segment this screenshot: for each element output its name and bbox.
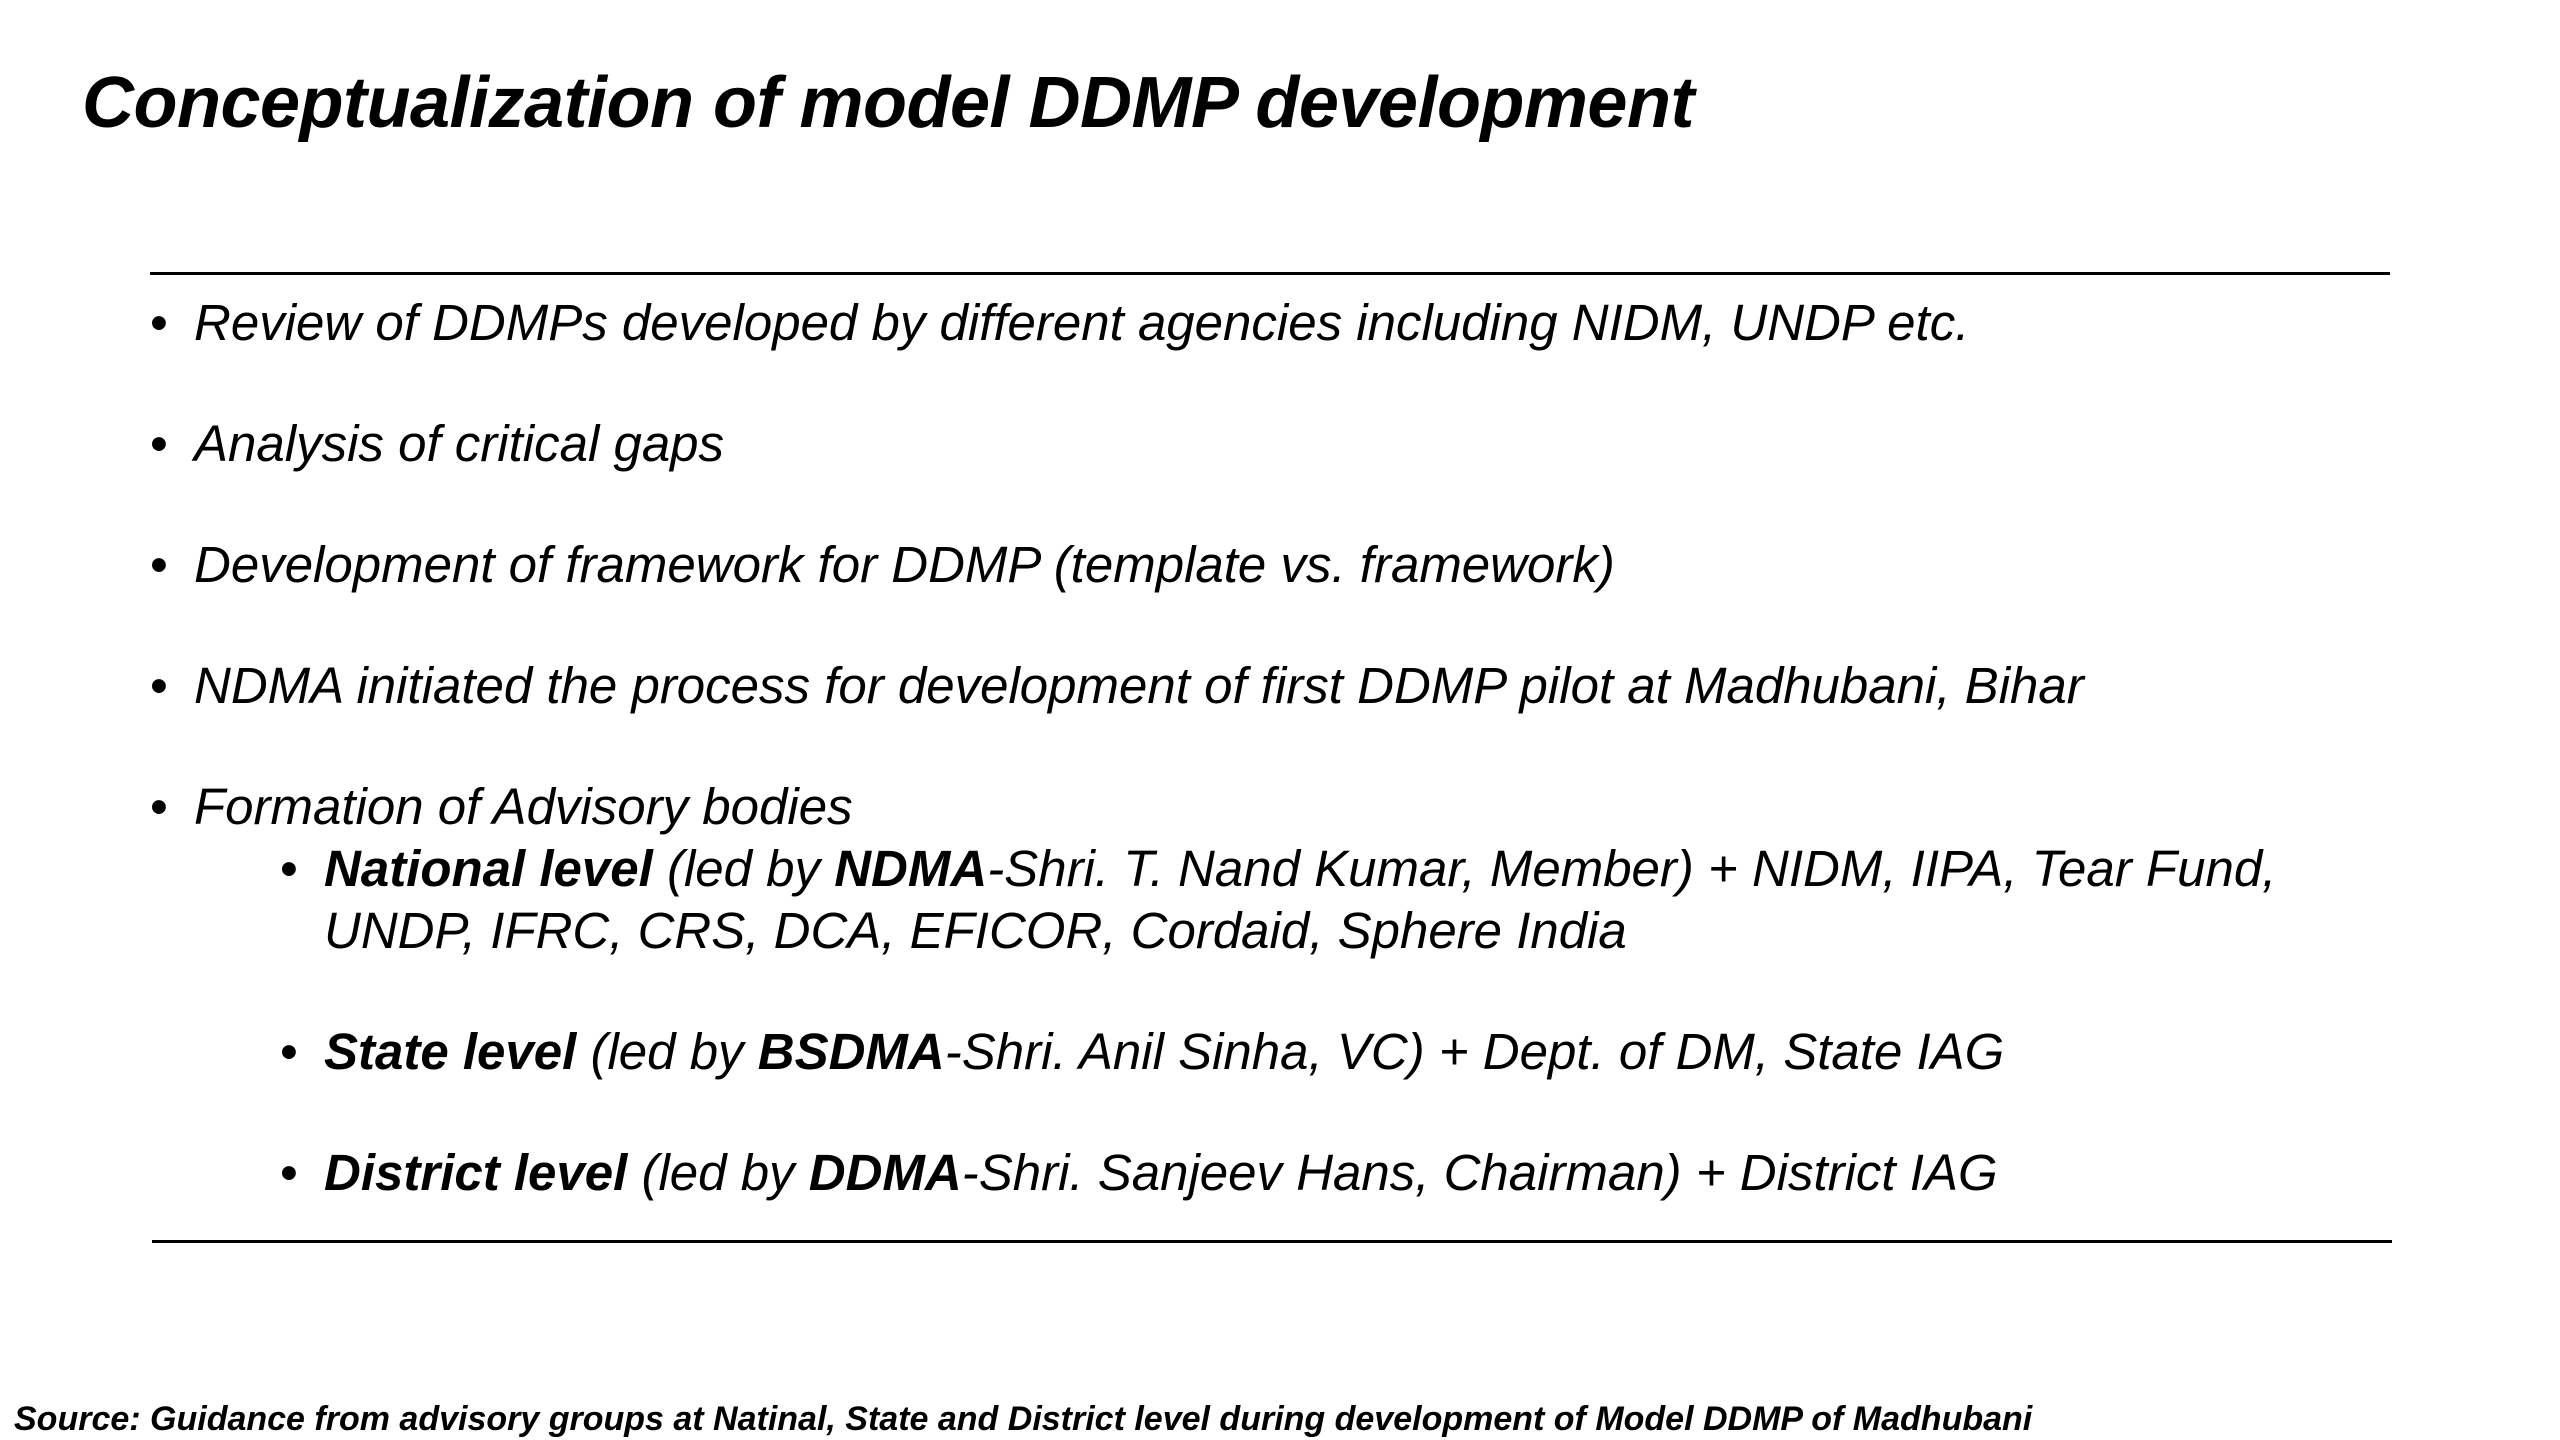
advisory-detail: -Shri. Anil Sinha, VC) + Dept. of DM, State IAG — [944, 1023, 2005, 1080]
advisory-sub-list — [194, 838, 2410, 1204]
slide-title: Conceptualization of model DDMP development — [82, 63, 1694, 143]
bullet-icon: • — [280, 1023, 298, 1080]
bottom-divider — [152, 1240, 2392, 1243]
bullet-text: Formation of Advisory bodies — [194, 778, 853, 835]
bullet-ndma-pilot — [150, 655, 2410, 717]
bullet-text: NDMA initiated the process for development of first DDMP pilot at Madhubani, Bihar — [194, 657, 2084, 714]
level-label: State level — [324, 1023, 577, 1080]
bullet-icon: • — [150, 778, 168, 835]
bullet-icon: • — [280, 840, 298, 897]
bullet-advisory-bodies — [150, 776, 2410, 1204]
led-by-text: (led by — [627, 1144, 809, 1201]
bullet-text: Analysis of critical gaps — [194, 415, 725, 472]
authority-name: NDMA — [834, 840, 988, 897]
sub-bullet-national — [280, 838, 2410, 962]
sub-bullet-state — [280, 1021, 2410, 1083]
source-note: Source: Guidance from advisory groups at Natinal, State and District level during development of Model DDMP of Madhubani — [14, 1400, 2033, 1438]
bullet-icon: • — [150, 294, 168, 351]
bullet-critical-gaps — [150, 413, 2410, 475]
authority-name: DDMA — [808, 1144, 962, 1201]
bullet-icon: • — [150, 657, 168, 714]
advisory-detail: -Shri. T. Nand Kumar, Member) + NIDM, IIPA, Tear Fund, UNDP, IFRC, CRS, DCA, EFICOR, Cordaid, Sphere India — [324, 840, 2277, 959]
level-label: National level — [324, 840, 653, 897]
authority-name: BSDMA — [757, 1023, 945, 1080]
main-bullet-list — [150, 292, 2410, 1204]
advisory-detail: -Shri. Sanjeev Hans, Chairman) + District IAG — [961, 1144, 1998, 1201]
sub-bullet-district — [280, 1142, 2410, 1204]
led-by-text: (led by — [652, 840, 835, 897]
bullet-review-ddmps — [150, 292, 2410, 354]
led-by-text: (led by — [576, 1023, 758, 1080]
bullet-text: Development of framework for DDMP (template vs. framework) — [194, 536, 1615, 593]
bullet-icon: • — [150, 415, 168, 472]
bullet-icon: • — [150, 536, 168, 593]
level-label: District level — [324, 1144, 628, 1201]
bullet-icon: • — [280, 1144, 298, 1201]
bullet-text: Review of DDMPs developed by different agencies including NIDM, UNDP etc. — [194, 294, 1970, 351]
top-divider — [150, 272, 2390, 275]
bullet-framework — [150, 534, 2410, 596]
